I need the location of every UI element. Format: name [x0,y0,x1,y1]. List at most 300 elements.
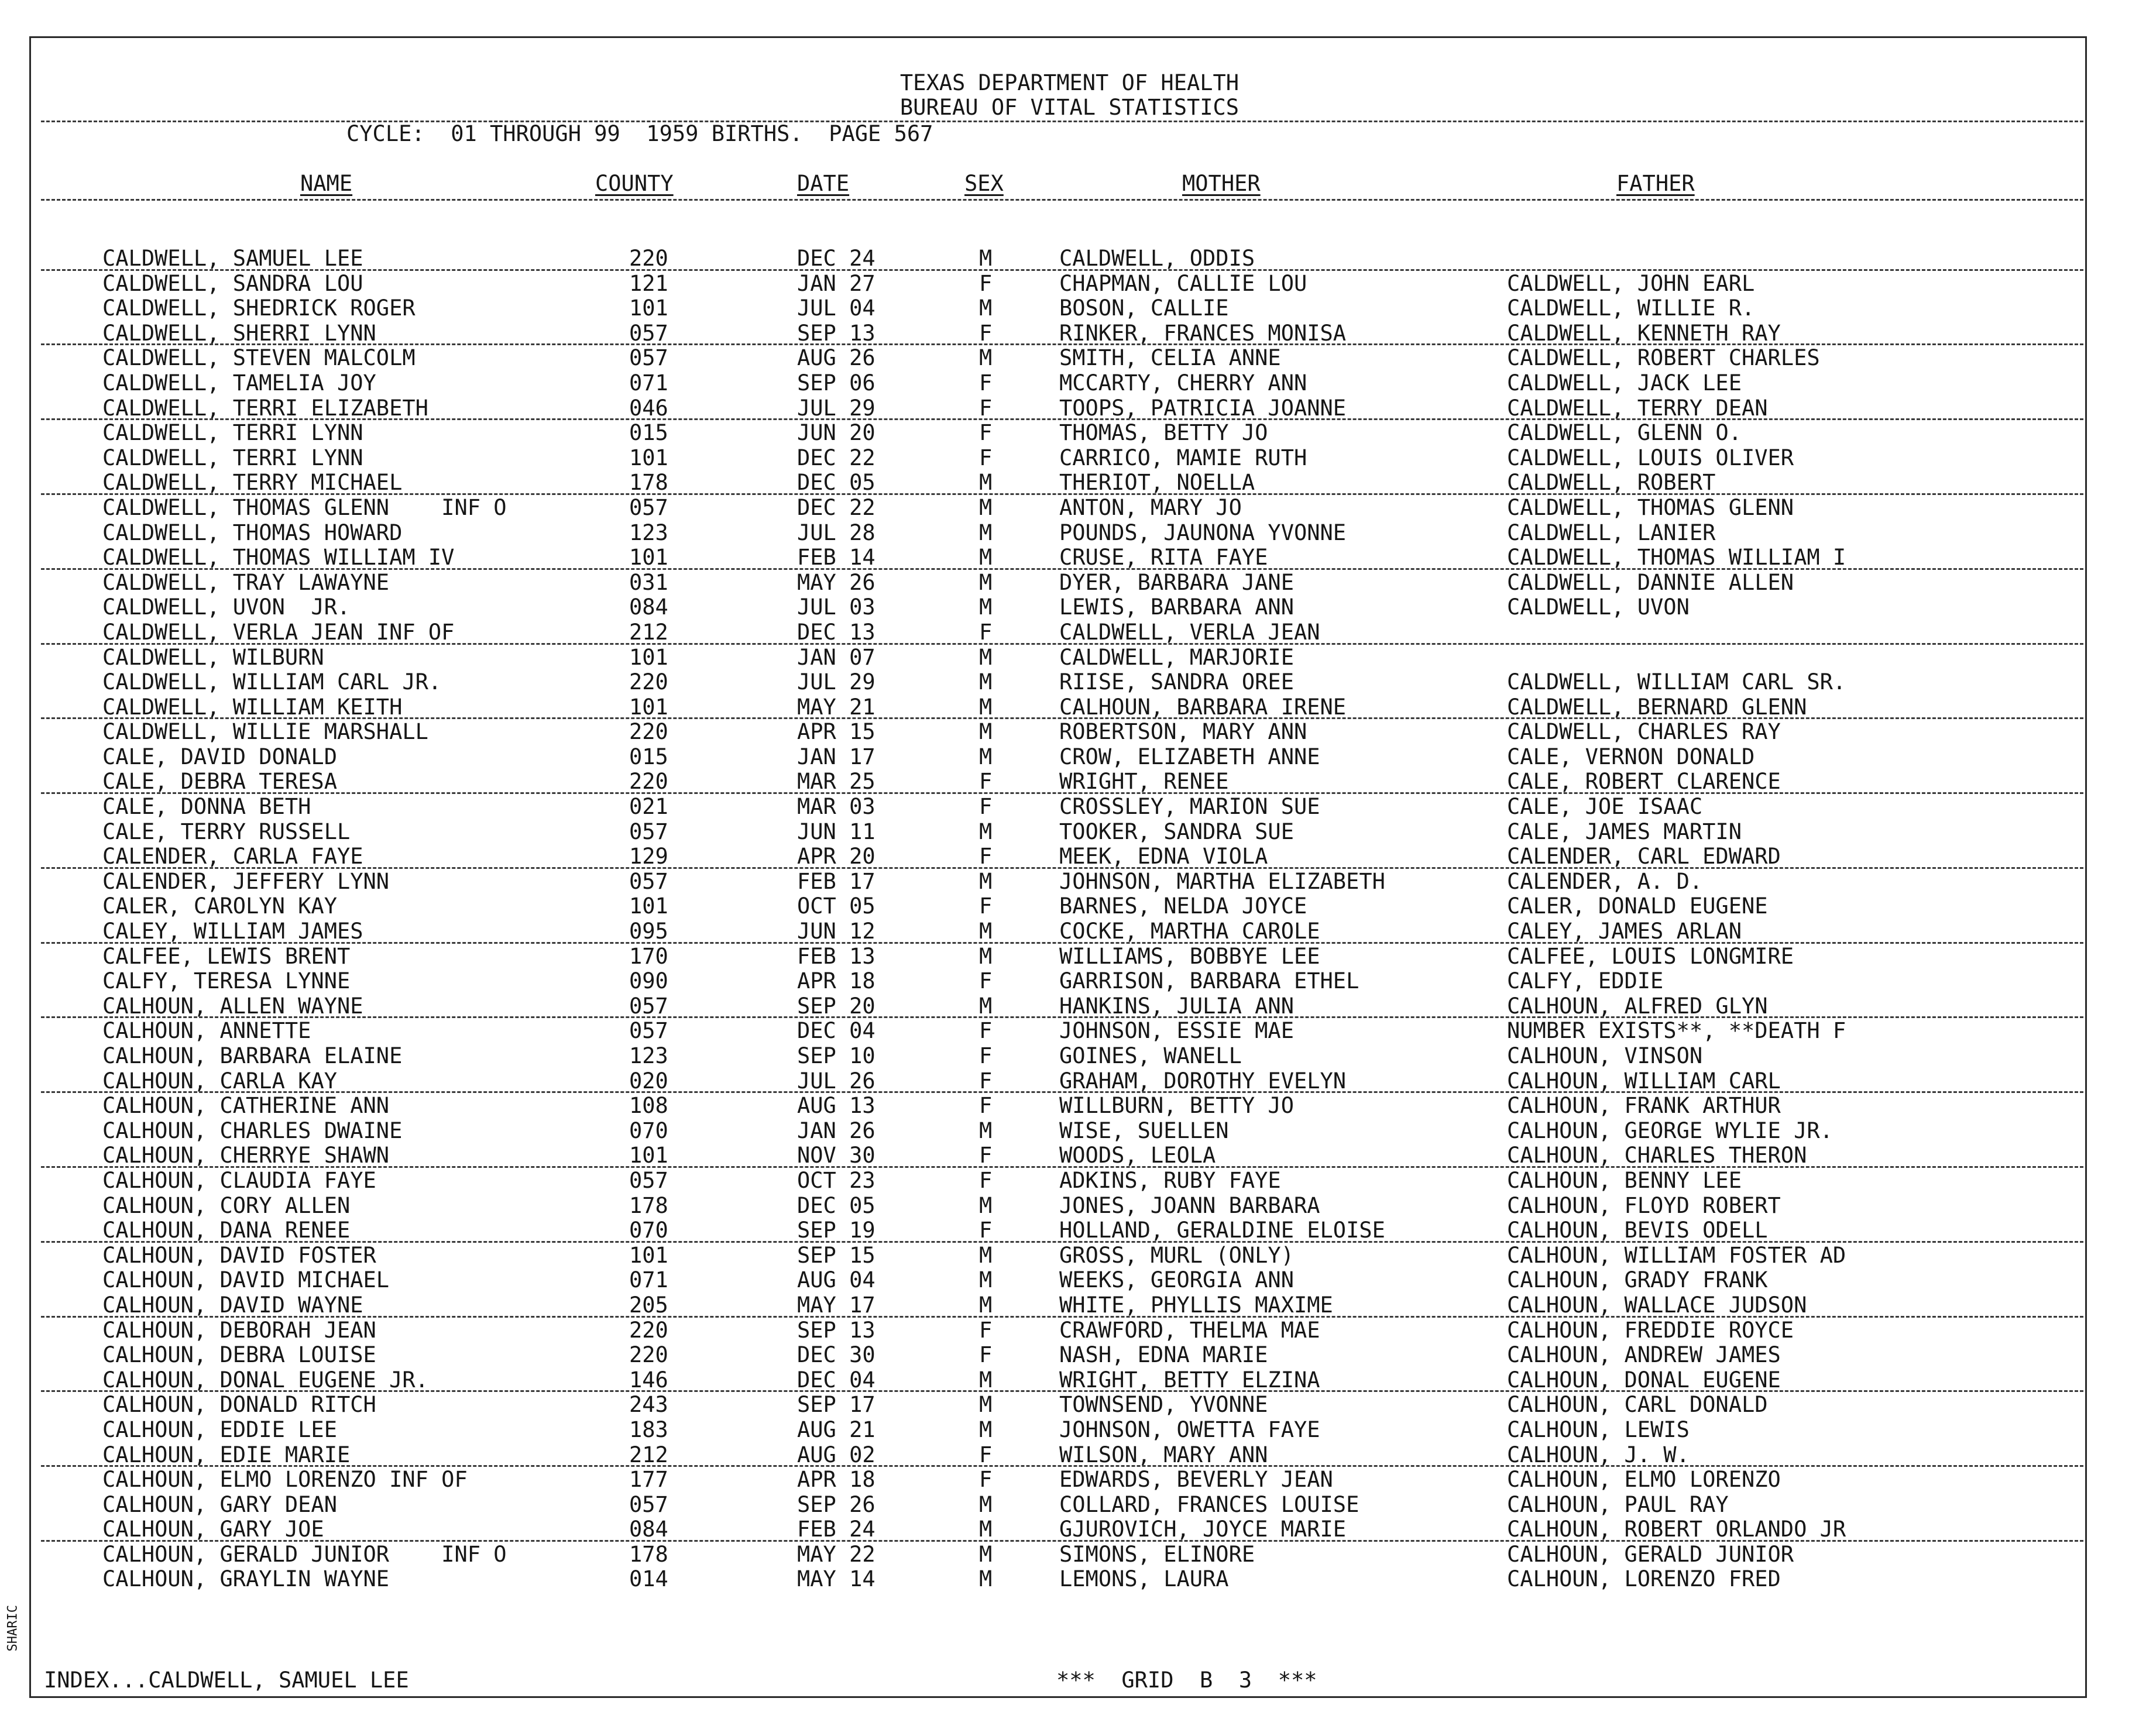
cell-sex: F [979,370,993,396]
cell-date: DEC 04 [797,1018,875,1044]
cell-date: FEB 14 [797,545,875,570]
cell-mother: MCCARTY, CHERRY ANN [1059,370,1307,396]
cell-date: DEC 22 [797,445,875,470]
cell-father: CALE, JOE ISAAC [1507,794,1703,820]
cell-date: SEP 10 [797,1043,875,1068]
cell-mother: LEWIS, BARBARA ANN [1059,594,1294,620]
cell-date: SEP 17 [797,1392,875,1418]
cell-sex: F [979,1018,993,1044]
header-subtitle: BUREAU OF VITAL STATISTICS [899,95,1240,120]
cell-name: CALHOUN, GRAYLIN WAYNE [102,1566,390,1592]
cell-name: CALHOUN, ELMO LORENZO INF OF [102,1467,468,1493]
cell-date: JUL 04 [797,295,875,321]
cell-father: CALENDER, A. D. [1507,868,1703,894]
cell-mother: DYER, BARBARA JANE [1059,569,1294,595]
cell-name: CALDWELL, WILBURN [102,644,324,670]
cell-father: CALHOUN, WILLIAM FOSTER AD [1507,1242,1846,1268]
cell-county: 220 [629,669,668,695]
cell-county: 031 [629,569,668,595]
cell-name: CALHOUN, DEBORAH JEAN [102,1317,376,1343]
cell-date: APR 15 [797,719,875,745]
cell-sex: F [979,1467,993,1493]
cell-sex: M [979,669,993,695]
cell-mother: CALDWELL, MARJORIE [1059,644,1294,670]
cell-father: CALHOUN, GRADY FRANK [1507,1267,1768,1293]
cell-county: 057 [629,1167,668,1193]
cell-sex: M [979,868,993,894]
cell-county: 015 [629,420,668,446]
cell-date: JUL 29 [797,669,875,695]
cell-name: CALENDER, CARLA FAYE [102,844,363,869]
cell-date: DEC 22 [797,494,875,520]
cell-name: CALHOUN, EDIE MARIE [102,1442,351,1467]
cell-date: MAY 17 [797,1292,875,1318]
cell-county: 220 [629,246,668,271]
table-row [0,1194,2139,1219]
cell-county: 129 [629,844,668,869]
table-row [0,470,2139,496]
cell-county: 095 [629,919,668,944]
table-row [0,1443,2139,1468]
cell-county: 084 [629,1517,668,1542]
cell-father: CALFEE, LOUIS LONGMIRE [1507,943,1794,969]
cell-sex: M [979,744,993,769]
cell-name: CALHOUN, EDDIE LEE [102,1417,337,1442]
cell-sex: M [979,1566,993,1592]
cell-sex: F [979,320,993,346]
cell-sex: M [979,345,993,371]
cell-father: CALDWELL, LANIER [1507,520,1716,545]
cell-mother: BOSON, CALLIE [1059,295,1229,321]
table-row [0,994,2139,1019]
table-row [0,969,2139,994]
cell-father: CALDWELL, WILLIAM CARL SR. [1507,669,1846,695]
cell-name: CALHOUN, CHERRYE SHAWN [102,1143,390,1168]
cell-county: 146 [629,1367,668,1393]
col-father-header: FATHER [1616,171,1695,196]
cell-county: 101 [629,445,668,470]
col-county-header: COUNTY [595,171,674,196]
cell-mother: RIISE, SANDRA OREE [1059,669,1294,695]
cell-mother: SMITH, CELIA ANNE [1059,345,1281,371]
cell-mother: ANTON, MARY JO [1059,494,1242,520]
cell-mother: RINKER, FRANCES MONISA [1059,320,1347,346]
cell-date: FEB 24 [797,1517,875,1542]
cell-mother: GARRISON, BARBARA ETHEL [1059,968,1359,994]
cell-name: CALHOUN, ANNETTE [102,1018,311,1044]
header-title: TEXAS DEPARTMENT OF HEALTH [899,70,1240,95]
table-row [0,745,2139,770]
cell-mother: CALDWELL, ODDIS [1059,246,1255,271]
cell-father: CALHOUN, ALFRED GLYN [1507,993,1768,1019]
cell-name: CALHOUN, DEBRA LOUISE [102,1342,376,1368]
cell-name: CALHOUN, CARLA KAY [102,1068,337,1094]
cell-date: JUL 03 [797,594,875,620]
cell-county: 014 [629,1566,668,1592]
cell-father: CALE, ROBERT CLARENCE [1507,769,1781,795]
cell-mother: HANKINS, JULIA ANN [1059,993,1294,1019]
cell-county: 057 [629,868,668,894]
cell-mother: WOODS, LEOLA [1059,1143,1216,1168]
cell-date: SEP 19 [797,1218,875,1243]
cell-date: NOV 30 [797,1143,875,1168]
cell-name: CALHOUN, CHARLES DWAINE [102,1118,403,1143]
cell-sex: F [979,1342,993,1368]
cell-name: CALFY, TERESA LYNNE [102,968,351,994]
cell-name: CALHOUN, DAVID MICHAEL [102,1267,390,1293]
table-row [0,1493,2139,1518]
cell-county: 046 [629,395,668,421]
cell-mother: GOINES, WANELL [1059,1043,1242,1068]
cell-date: DEC 04 [797,1367,875,1393]
cell-mother: GROSS, MURL (ONLY) [1059,1242,1294,1268]
cell-date: APR 18 [797,968,875,994]
cell-sex: M [979,1118,993,1143]
table-row [0,869,2139,895]
cell-sex: F [979,270,993,296]
table-row [0,296,2139,321]
cell-father: CALDWELL, JACK LEE [1507,370,1742,396]
cell-date: MAY 22 [797,1541,875,1567]
cell-county: 020 [629,1068,668,1094]
cell-father: CALHOUN, FRANK ARTHUR [1507,1093,1781,1119]
cell-date: DEC 05 [797,470,875,496]
cell-father: CALHOUN, ANDREW JAMES [1507,1342,1781,1368]
cell-sex: M [979,520,993,545]
cell-father: CALHOUN, LORENZO FRED [1507,1566,1781,1592]
cell-father: CALHOUN, LEWIS [1507,1417,1690,1442]
table-row [0,944,2139,970]
cell-date: AUG 21 [797,1417,875,1442]
cell-county: 178 [629,1192,668,1218]
col-sex-header: SEX [964,171,1004,196]
cell-sex: F [979,420,993,446]
table-row [0,446,2139,471]
cell-father: CALDWELL, ROBERT CHARLES [1507,345,1820,371]
cell-father: CALDWELL, CHARLES RAY [1507,719,1781,745]
cell-date: DEC 13 [797,619,875,645]
cell-county: 084 [629,594,668,620]
table-row [0,769,2139,795]
table-row [0,670,2139,695]
cell-name: CALE, DONNA BETH [102,794,311,820]
cell-mother: TOOKER, SANDRA SUE [1059,819,1294,844]
cell-name: CALHOUN, GARY JOE [102,1517,324,1542]
cell-name: CALDWELL, STEVEN MALCOLM [102,345,416,371]
cell-name: CALFEE, LEWIS BRENT [102,943,351,969]
cell-date: AUG 02 [797,1442,875,1467]
cell-county: 183 [629,1417,668,1442]
cell-father: CALHOUN, VINSON [1507,1043,1703,1068]
cell-county: 178 [629,1541,668,1567]
cell-mother: THOMAS, BETTY JO [1059,420,1268,446]
table-row [0,820,2139,845]
cell-name: CALE, DAVID DONALD [102,744,337,769]
cell-date: APR 20 [797,844,875,869]
table-row [0,1268,2139,1293]
cell-date: OCT 05 [797,893,875,919]
cell-county: 220 [629,1342,668,1368]
cell-mother: WILLIAMS, BOBBYE LEE [1059,943,1320,969]
cell-father: CALHOUN, WILLIAM CARL [1507,1068,1781,1094]
cell-date: JAN 27 [797,270,875,296]
cell-mother: HOLLAND, GERALDINE ELOISE [1059,1218,1385,1243]
cell-date: AUG 26 [797,345,875,371]
cell-date: JAN 17 [797,744,875,769]
cell-mother: JONES, JOANN BARBARA [1059,1192,1320,1218]
cell-father: CALFY, EDDIE [1507,968,1664,994]
cell-county: 057 [629,1018,668,1044]
cell-mother: GJUROVICH, JOYCE MARIE [1059,1517,1347,1542]
cell-mother: JOHNSON, MARTHA ELIZABETH [1059,868,1385,894]
table-row [0,1243,2139,1269]
cell-sex: F [979,769,993,795]
cell-name: CALDWELL, THOMAS WILLIAM IV [102,545,455,570]
footer-grid: *** GRID B 3 *** [1056,1668,1317,1693]
table-row [0,570,2139,596]
cell-father: CALER, DONALD EUGENE [1507,893,1768,919]
cell-sex: F [979,1043,993,1068]
table-row [0,346,2139,371]
cell-name: CALDWELL, THOMAS GLENN INF O [102,494,507,520]
cell-date: APR 18 [797,1467,875,1493]
cycle-line: CYCLE: 01 THROUGH 99 1959 BIRTHS. PAGE 567 [346,121,933,146]
table-row [0,1567,2139,1592]
cell-date: DEC 24 [797,246,875,271]
cell-county: 101 [629,545,668,570]
cell-father: CALE, VERNON DONALD [1507,744,1755,769]
cell-date: MAR 25 [797,769,875,795]
cell-date: AUG 04 [797,1267,875,1293]
cell-father: CALHOUN, PAUL RAY [1507,1491,1729,1517]
cell-father: CALDWELL, ROBERT [1507,470,1716,496]
cell-county: 121 [629,270,668,296]
cell-sex: F [979,1093,993,1119]
cell-name: CALHOUN, DONALD RITCH [102,1392,376,1418]
records-table [0,246,2139,1592]
cell-county: 021 [629,794,668,820]
column-divider [41,199,2083,201]
cell-father: CALHOUN, BENNY LEE [1507,1167,1742,1193]
cell-sex: M [979,545,993,570]
cell-county: 177 [629,1467,668,1493]
cell-date: AUG 13 [797,1093,875,1119]
cell-father: CALHOUN, J. W. [1507,1442,1690,1467]
table-row [0,1044,2139,1069]
cell-mother: WILSON, MARY ANN [1059,1442,1268,1467]
cell-sex: F [979,1218,993,1243]
cell-sex: F [979,844,993,869]
table-row [0,1119,2139,1144]
table-row [0,1019,2139,1044]
table-row [0,720,2139,745]
cell-mother: CRAWFORD, THELMA MAE [1059,1317,1320,1343]
cell-county: 090 [629,968,668,994]
cell-name: CALHOUN, DAVID WAYNE [102,1292,363,1318]
cell-father: CALDWELL, LOUIS OLIVER [1507,445,1794,470]
cell-mother: WEEKS, GEORGIA ANN [1059,1267,1294,1293]
cell-sex: F [979,1442,993,1467]
cell-county: 015 [629,744,668,769]
table-row [0,421,2139,446]
cell-county: 243 [629,1392,668,1418]
cell-sex: F [979,1167,993,1193]
cell-name: CALHOUN, ALLEN WAYNE [102,993,363,1019]
table-row [0,1467,2139,1493]
cell-sex: M [979,819,993,844]
cell-county: 123 [629,1043,668,1068]
cell-mother: CRUSE, RITA FAYE [1059,545,1268,570]
cell-county: 170 [629,943,668,969]
cell-name: CALDWELL, UVON JR. [102,594,351,620]
cell-date: DEC 30 [797,1342,875,1368]
cell-name: CALDWELL, TERRY MICHAEL [102,470,403,496]
table-row [0,919,2139,944]
cell-date: SEP 20 [797,993,875,1019]
cell-county: 070 [629,1118,668,1143]
table-row [0,620,2139,645]
cell-date: FEB 17 [797,868,875,894]
cell-county: 101 [629,694,668,720]
cell-father: CALHOUN, CHARLES THERON [1507,1143,1807,1168]
footer-index: INDEX...CALDWELL, SAMUEL LEE [44,1668,409,1693]
cell-father: CALHOUN, BEVIS ODELL [1507,1218,1768,1243]
cell-name: CALDWELL, SANDRA LOU [102,270,363,296]
cell-name: CALDWELL, TRAY LAWAYNE [102,569,390,595]
cell-father: CALHOUN, ROBERT ORLANDO JR [1507,1517,1846,1542]
cell-father: CALHOUN, GEORGE WYLIE JR. [1507,1118,1833,1143]
cell-date: JUN 20 [797,420,875,446]
cell-county: 220 [629,769,668,795]
cell-name: CALDWELL, TAMELIA JOY [102,370,376,396]
cell-name: CALHOUN, GARY DEAN [102,1491,337,1517]
cell-sex: F [979,1317,993,1343]
cell-mother: LEMONS, LAURA [1059,1566,1229,1592]
cell-sex: M [979,1392,993,1418]
cell-mother: CHAPMAN, CALLIE LOU [1059,270,1307,296]
cell-county: 057 [629,993,668,1019]
cell-sex: M [979,919,993,944]
side-mark: SHARIC [5,1605,20,1652]
cell-mother: THERIOT, NOELLA [1059,470,1255,496]
cell-sex: M [979,295,993,321]
cell-date: SEP 15 [797,1242,875,1268]
cell-father: CALDWELL, BERNARD GLENN [1507,694,1807,720]
cell-mother: ROBERTSON, MARY ANN [1059,719,1307,745]
table-row [0,371,2139,396]
cell-county: 057 [629,320,668,346]
table-row [0,396,2139,421]
col-mother-header: MOTHER [1182,171,1261,196]
cell-name: CALHOUN, BARBARA ELAINE [102,1043,403,1068]
cell-sex: M [979,1192,993,1218]
cell-mother: SIMONS, ELINORE [1059,1541,1255,1567]
table-row [0,1168,2139,1194]
cell-name: CALDWELL, WILLIAM CARL JR. [102,669,442,695]
cell-sex: F [979,794,993,820]
cell-name: CALDWELL, VERLA JEAN INF OF [102,619,455,645]
cell-mother: WISE, SUELLEN [1059,1118,1229,1143]
cell-mother: CROSSLEY, MARION SUE [1059,794,1320,820]
table-row [0,894,2139,919]
cell-county: 057 [629,819,668,844]
cell-sex: M [979,494,993,520]
cell-sex: M [979,719,993,745]
cell-county: 071 [629,1267,668,1293]
table-row [0,1418,2139,1443]
table-row [0,1143,2139,1168]
cell-name: CALDWELL, SAMUEL LEE [102,246,363,271]
cell-name: CALDWELL, THOMAS HOWARD [102,520,403,545]
table-row [0,795,2139,820]
cell-mother: ADKINS, RUBY FAYE [1059,1167,1281,1193]
cell-date: JUN 12 [797,919,875,944]
cell-name: CALHOUN, DONAL EUGENE JR. [102,1367,428,1393]
table-row [0,1218,2139,1243]
cell-mother: JOHNSON, OWETTA FAYE [1059,1417,1320,1442]
cell-mother: CALHOUN, BARBARA IRENE [1059,694,1347,720]
cell-date: JUL 28 [797,520,875,545]
cell-mother: NASH, EDNA MARIE [1059,1342,1268,1368]
cell-father: CALHOUN, DONAL EUGENE [1507,1367,1781,1393]
cell-name: CALDWELL, WILLIE MARSHALL [102,719,428,745]
cell-date: JUL 26 [797,1068,875,1094]
cell-name: CALER, CAROLYN KAY [102,893,337,919]
table-row [0,595,2139,620]
cell-sex: F [979,445,993,470]
cell-name: CALDWELL, TERRI LYNN [102,420,363,446]
cell-name: CALE, TERRY RUSSELL [102,819,351,844]
cell-name: CALENDER, JEFFERY LYNN [102,868,390,894]
cell-mother: TOOPS, PATRICIA JOANNE [1059,395,1347,421]
cell-county: 178 [629,470,668,496]
cell-father: CALEY, JAMES ARLAN [1507,919,1742,944]
table-row [0,521,2139,546]
cell-sex: M [979,1367,993,1393]
cell-county: 071 [629,370,668,396]
cell-sex: F [979,968,993,994]
cell-sex: M [979,1242,993,1268]
cell-father: CALDWELL, WILLIE R. [1507,295,1755,321]
table-row [0,545,2139,570]
cell-county: 212 [629,619,668,645]
cell-mother: EDWARDS, BEVERLY JEAN [1059,1467,1333,1493]
cell-father: CALDWELL, JOHN EARL [1507,270,1755,296]
cell-sex: M [979,1292,993,1318]
cell-county: 220 [629,1317,668,1343]
cell-sex: M [979,1541,993,1567]
cell-date: MAR 03 [797,794,875,820]
cell-father: CALENDER, CARL EDWARD [1507,844,1781,869]
cell-mother: MEEK, EDNA VIOLA [1059,844,1268,869]
cell-name: CALHOUN, DAVID FOSTER [102,1242,376,1268]
cell-name: CALDWELL, SHEDRICK ROGER [102,295,416,321]
cell-county: 057 [629,494,668,520]
cell-sex: M [979,694,993,720]
cell-sex: M [979,1491,993,1517]
cell-father: CALDWELL, THOMAS WILLIAM I [1507,545,1846,570]
cell-sex: F [979,1143,993,1168]
cell-date: SEP 13 [797,320,875,346]
table-row [0,1368,2139,1393]
cell-name: CALHOUN, GERALD JUNIOR INF O [102,1541,507,1567]
cell-county: 057 [629,345,668,371]
cell-mother: WHITE, PHYLLIS MAXIME [1059,1292,1333,1318]
cell-sex: M [979,1267,993,1293]
cell-name: CALDWELL, SHERRI LYNN [102,320,376,346]
cell-father: CALHOUN, GERALD JUNIOR [1507,1541,1794,1567]
cell-county: 101 [629,893,668,919]
